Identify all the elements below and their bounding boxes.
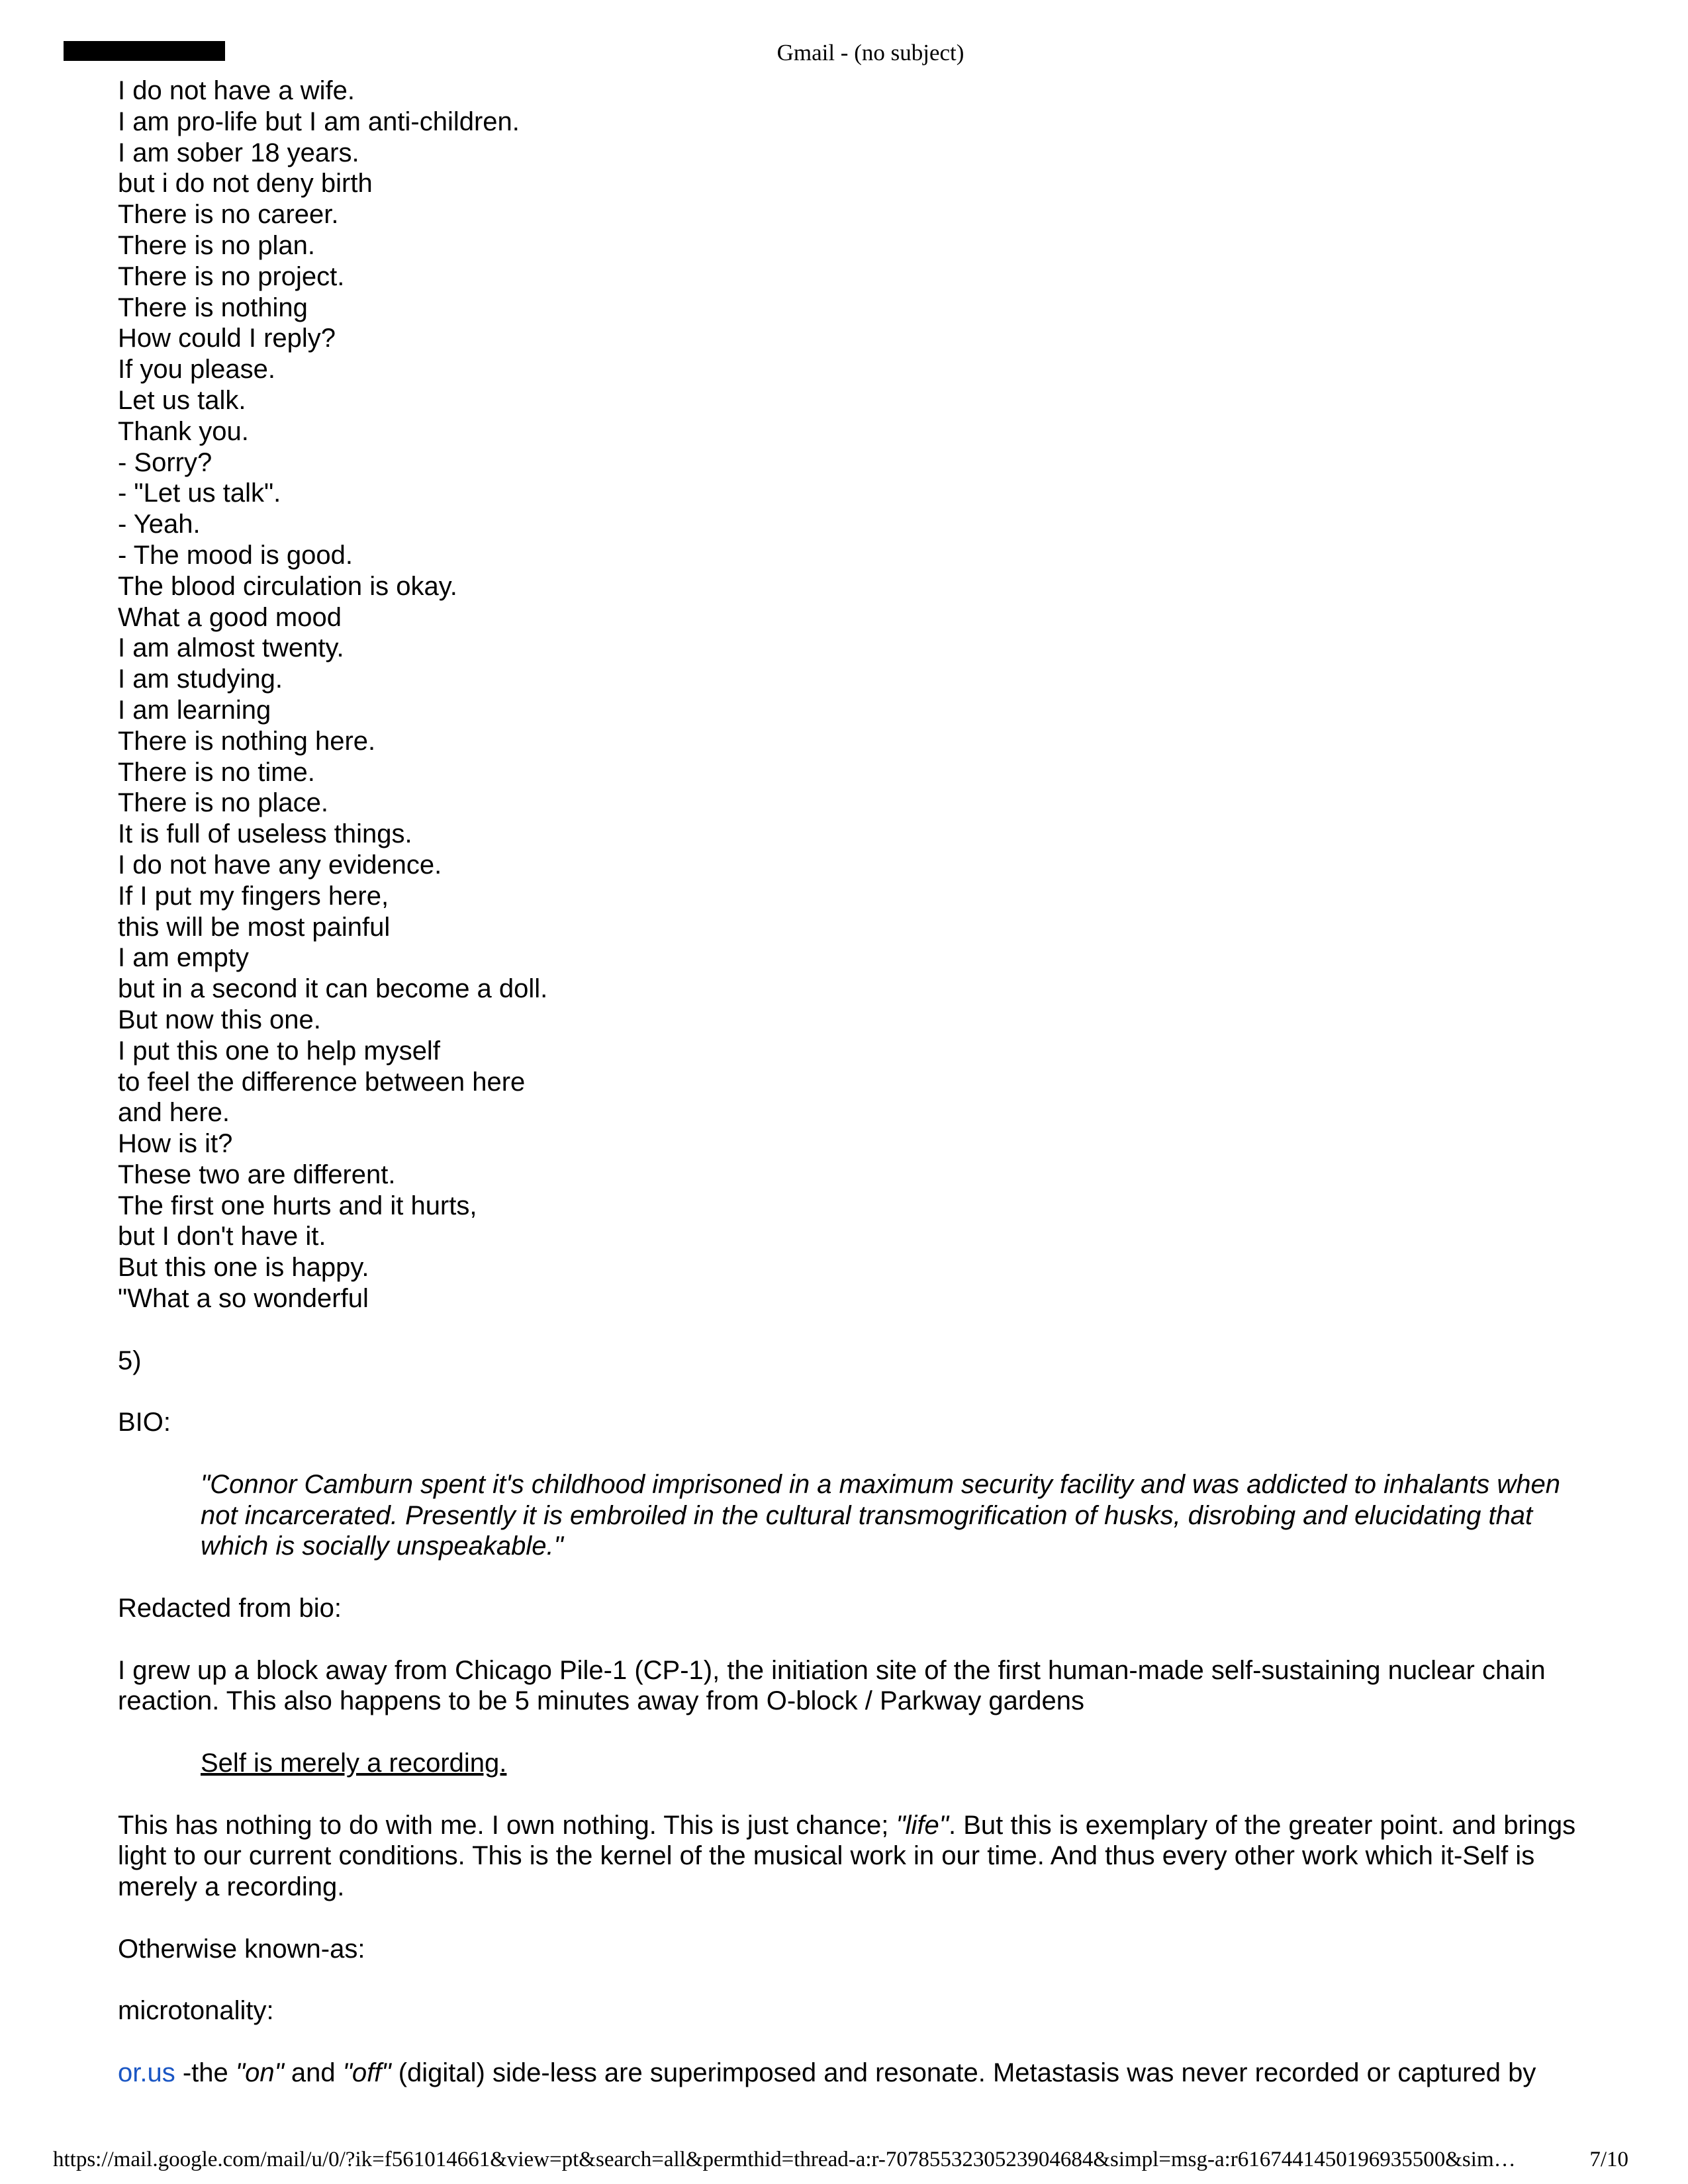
poem-line: Thank you. bbox=[118, 416, 249, 446]
poem-line: I do not have any evidence. bbox=[118, 850, 442, 880]
poem-line: to feel the difference between here bbox=[118, 1067, 526, 1097]
microtonality-label: microtonality: bbox=[118, 1996, 274, 2026]
poem-line: but in a second it can become a doll. bbox=[118, 974, 548, 1004]
orus-text2: and bbox=[283, 2058, 343, 2087]
poem-line: The blood circulation is okay. bbox=[118, 571, 457, 601]
poem-line: and here. bbox=[118, 1098, 230, 1128]
paragraph-part1: This has nothing to do with me. I own nothing. This is just chance; bbox=[118, 1810, 896, 1840]
poem-line: How is it? bbox=[118, 1129, 233, 1159]
poem-line: I am studying. bbox=[118, 664, 283, 694]
poem-line: But now this one. bbox=[118, 1005, 321, 1034]
email-body bbox=[118, 75, 1587, 2089]
page-number: 7/10 bbox=[1589, 2148, 1628, 2171]
self-recording-line bbox=[118, 1748, 1587, 1779]
poem-line: "What a so wonderful bbox=[118, 1284, 369, 1314]
poem-line: this will be most painful bbox=[118, 912, 391, 942]
bio-label: BIO: bbox=[118, 1408, 171, 1437]
poem-block bbox=[118, 75, 1587, 1314]
orus-text3: (digital) side-less are superimposed and resonate. Metastasis was never recorded or captured by bbox=[391, 2058, 1536, 2087]
section-number: 5) bbox=[118, 1345, 142, 1375]
poem-line: There is no time. bbox=[118, 757, 315, 787]
poem-line: These two are different. bbox=[118, 1160, 396, 1189]
poem-line: - Yeah. bbox=[118, 510, 201, 539]
off-quote: "off" bbox=[342, 2058, 391, 2087]
footer-url: https://mail.google.com/mail/u/0/?ik=f561014661&view=pt&search=all&permthid=thread-a:r-7078553230523904684&simpl=msg-a:r6167441450196935500&sim… bbox=[53, 2148, 1516, 2171]
orus-line bbox=[118, 2058, 1587, 2089]
bio-quote: "Connor Camburn spent it's childhood imprisoned in a maximum security facility and was addicted to inhalants when not incarcerated. Presently it is embroiled in the cultural transmogrification of husks, disrobing and elucidating that which is socially unspeakable." bbox=[201, 1469, 1560, 1561]
poem-line: I put this one to help myself bbox=[118, 1036, 440, 1066]
poem-line: There is no project. bbox=[118, 261, 345, 291]
poem-line: I am pro-life but I am anti-children. bbox=[118, 107, 520, 136]
redacted-text: I grew up a block away from Chicago Pile-1 (CP-1), the initiation site of the first human-made self-sustaining nuclear chain reaction. This also happens to be 5 minutes away from O-block / Parkway gardens bbox=[118, 1655, 1546, 1716]
poem-line: But this one is happy. bbox=[118, 1253, 369, 1283]
poem-line: but I don't have it. bbox=[118, 1222, 326, 1251]
page-footer bbox=[53, 2146, 1628, 2173]
paragraph-part2: . But this is exemplary of the greater point. and brings light to our current conditions. This is the kernel of the musical work in our time. And thus every other work which it-Self is merely a recording. bbox=[118, 1810, 1576, 1902]
poem-line: I do not have a wife. bbox=[118, 76, 355, 105]
poem-line: - Sorry? bbox=[118, 447, 212, 477]
page-title: Gmail - (no subject) bbox=[776, 40, 964, 66]
orus-link[interactable]: or.us bbox=[118, 2058, 175, 2087]
poem-line: It is full of useless things. bbox=[118, 819, 412, 849]
poem-line: There is nothing bbox=[118, 293, 308, 322]
poem-line: - The mood is good. bbox=[118, 540, 353, 570]
poem-line: What a good mood bbox=[118, 602, 342, 632]
on-quote: "on" bbox=[235, 2058, 284, 2087]
redacted-label: Redacted from bio: bbox=[118, 1594, 342, 1623]
poem-line: but i do not deny birth bbox=[118, 169, 373, 199]
self-recording-text: Self is merely a recording. bbox=[201, 1749, 507, 1778]
orus-text1: -the bbox=[175, 2058, 236, 2087]
poem-line: There is no plan. bbox=[118, 230, 315, 260]
otherwise-label: Otherwise known-as: bbox=[118, 1934, 365, 1964]
poem-line: I am learning bbox=[118, 695, 271, 725]
poem-line: - "Let us talk". bbox=[118, 478, 281, 508]
poem-line: There is no career. bbox=[118, 200, 339, 230]
poem-line: If I put my fingers here, bbox=[118, 881, 389, 911]
poem-line: The first one hurts and it hurts, bbox=[118, 1191, 477, 1220]
life-quote: "life" bbox=[896, 1810, 949, 1840]
poem-line: There is nothing here. bbox=[118, 726, 376, 756]
poem-line: I am sober 18 years. bbox=[118, 138, 359, 167]
poem-line: Let us talk. bbox=[118, 385, 246, 415]
poem-line: I am almost twenty. bbox=[118, 633, 344, 663]
poem-line: There is no place. bbox=[118, 788, 328, 818]
poem-line: I am empty bbox=[118, 943, 249, 973]
poem-line: If you please. bbox=[118, 355, 275, 385]
poem-line: How could I reply? bbox=[118, 324, 336, 353]
body-paragraph bbox=[118, 1810, 1587, 1903]
